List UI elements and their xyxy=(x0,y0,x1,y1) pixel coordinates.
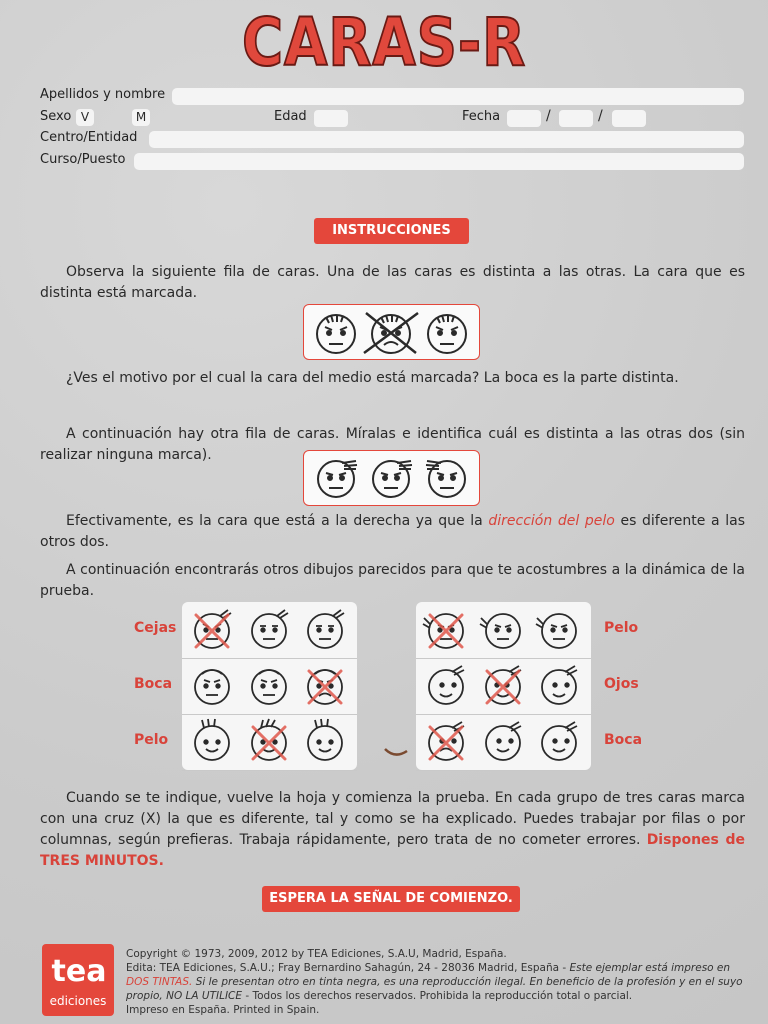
date-day-field[interactable] xyxy=(507,110,541,127)
paragraph-5-text: A continuación encontrarás otros dibujos parecidos para que te acostumbres a la dinámica de la prueba. xyxy=(40,562,745,599)
right-row-label-1: Pelo xyxy=(604,620,639,636)
face-icon xyxy=(308,719,342,760)
wait-signal-banner: ESPERA LA SEÑAL DE COMIENZO. xyxy=(262,886,520,912)
cross-mark xyxy=(430,727,462,759)
sex-v-box[interactable]: V xyxy=(76,109,94,126)
right-row-label-3: Boca xyxy=(604,732,643,748)
footer-line-1: Copyright © 1973, 2009, 2012 by TEA Ediciones, S.A.U, Madrid, España. xyxy=(126,948,507,960)
practice-grid-left xyxy=(182,602,357,770)
face-icon xyxy=(542,722,577,760)
center-label: Centro/Entidad xyxy=(40,130,138,145)
footer-publisher: Edita: TEA Ediciones, S.A.U.; Fray Bernardino Sahagún, 24 - 28036 Madrid, España - xyxy=(126,962,570,974)
practice-grid-right xyxy=(416,602,591,770)
page-title: CARAS-R xyxy=(241,4,527,81)
date-separator: / xyxy=(546,108,551,124)
face-icon xyxy=(364,313,418,353)
age-field[interactable] xyxy=(314,110,348,127)
paragraph-1-text: Observa la siguiente fila de caras. Una de las caras es distinta a las otras. La cara que es distinta está marcada. xyxy=(40,264,745,301)
face-icon xyxy=(542,666,577,704)
footer-warning-b: Si le presentan otro en tinta negra, es una reproducción ilegal. En beneficio de la profesión y en el suyo propio, NO LA UTILICE xyxy=(126,976,743,1002)
example-row-2-faces xyxy=(304,451,479,505)
face-icon xyxy=(318,461,357,497)
name-field[interactable] xyxy=(172,88,744,105)
cross-mark xyxy=(196,615,228,647)
date-month-field[interactable] xyxy=(559,110,593,127)
paragraph-4-text-b: es diferente a las otros dos. xyxy=(40,513,745,550)
face-icon xyxy=(308,610,344,648)
instructions-heading: INSTRUCCIONES xyxy=(314,218,469,244)
course-label: Curso/Puesto xyxy=(40,152,126,167)
face-icon xyxy=(317,315,355,353)
cross-mark xyxy=(309,671,341,703)
paragraph-4-text-a: Efectivamente, es la cara que está a la derecha ya que la xyxy=(66,513,489,529)
time-limit-notice: Dispones de TRES MINUTOS. xyxy=(40,832,746,869)
cross-mark xyxy=(487,671,519,703)
footer-line-2 xyxy=(126,961,746,1003)
example-row-1-faces xyxy=(304,305,479,359)
date-year-field[interactable] xyxy=(612,110,646,127)
footer-rights: - Todos los derechos reservados. Prohibida la reproducción total o parcial. xyxy=(242,990,633,1002)
paragraph-5 xyxy=(40,560,745,602)
paragraph-6-text: Cuando se te indique, vuelve la hoja y comienza la prueba. En cada grupo de tres caras marca con una cruz (X) la que es diferente, tal y como se ha explicado. Puedes trabajar por filas o por columnas, según prefieras. Trabaja rápidamente, pero trata de no cometer errores. xyxy=(40,790,745,848)
pencil-mark xyxy=(382,744,412,758)
paragraph-4-highlight: dirección del pelo xyxy=(488,513,615,529)
sex-m-box[interactable]: M xyxy=(132,109,150,126)
date-separator: / xyxy=(598,108,603,124)
face-icon xyxy=(195,670,229,704)
face-icon xyxy=(429,666,464,704)
face-icon xyxy=(252,670,286,704)
footer-warning-a: Este ejemplar está impreso en xyxy=(569,962,731,974)
left-row-label-1: Cejas xyxy=(134,620,177,636)
example-row-2 xyxy=(303,450,480,506)
face-icon xyxy=(373,461,412,497)
footer-line-3: Impreso en España. Printed in Spain. xyxy=(126,1004,320,1016)
left-row-label-3: Pelo xyxy=(134,732,169,748)
date-label: Fecha xyxy=(462,109,501,124)
face-icon xyxy=(486,722,521,760)
copyright-footer xyxy=(126,947,746,1017)
age-label: Edad xyxy=(274,109,307,124)
logo-text: tea xyxy=(51,954,107,989)
center-field[interactable] xyxy=(149,131,744,148)
face-icon xyxy=(428,315,466,353)
cross-mark xyxy=(430,615,462,647)
paragraph-2 xyxy=(40,368,745,389)
face-icon xyxy=(536,614,576,648)
logo-subtext: ediciones xyxy=(49,994,107,1008)
face-icon xyxy=(426,461,465,497)
paragraph-1 xyxy=(40,262,745,304)
sex-label: Sexo xyxy=(40,109,72,124)
left-row-label-2: Boca xyxy=(134,676,173,692)
paragraph-3-text: A continuación hay otra fila de caras. Míralas e identifica cuál es distinta a las otras dos (sin realizar ninguna marca). xyxy=(40,426,745,463)
face-icon xyxy=(195,719,229,760)
practice-grid-left-faces xyxy=(182,602,357,770)
face-icon xyxy=(480,614,520,648)
right-row-label-2: Ojos xyxy=(604,676,639,692)
tea-logo xyxy=(42,944,114,1016)
footer-two-inks: DOS TINTAS. xyxy=(126,976,193,988)
paragraph-4 xyxy=(40,511,745,553)
face-icon xyxy=(252,610,288,648)
paragraph-6 xyxy=(40,788,745,872)
course-field[interactable] xyxy=(134,153,744,170)
practice-grid-right-faces xyxy=(416,602,591,770)
example-row-1 xyxy=(303,304,480,360)
paragraph-2-text: ¿Ves el motivo por el cual la cara del medio está marcada? La boca es la parte distinta. xyxy=(66,370,679,386)
name-label: Apellidos y nombre xyxy=(40,87,166,102)
cross-mark xyxy=(253,727,285,759)
